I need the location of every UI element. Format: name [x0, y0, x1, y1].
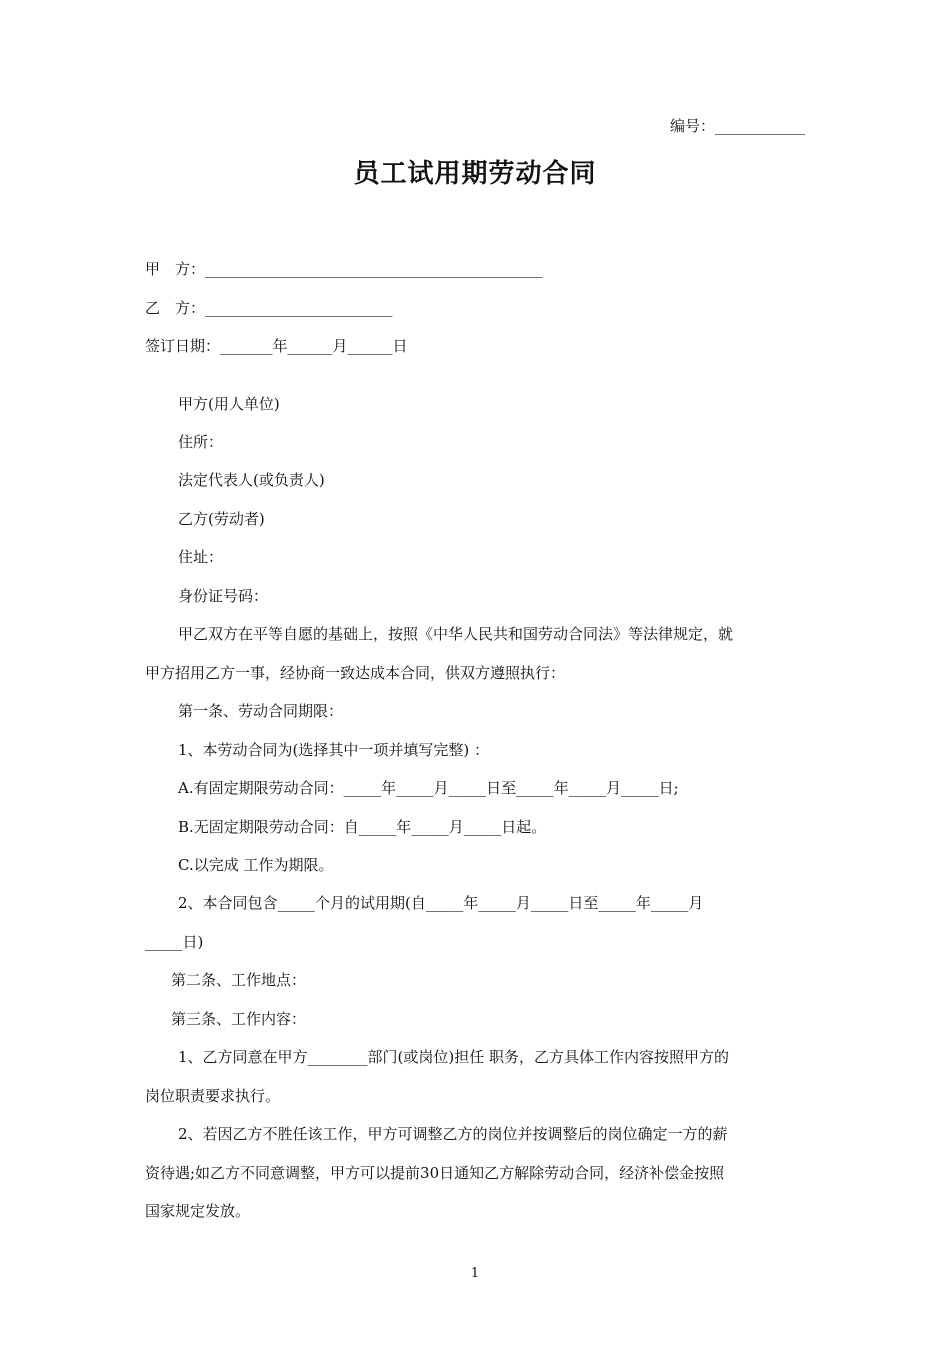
legal-rep-label: 法定代表人(或负责人): [178, 471, 325, 489]
preamble-line-1: 甲乙双方在平等自愿的基础上，按照《中华人民共和国劳动合同法》等法律规定，就: [178, 625, 734, 643]
party-a-line: 甲 方：_____________________________________________: [145, 260, 543, 278]
employee-label: 乙方(劳动者): [178, 510, 265, 528]
article-3-item-1-line-1: 1、乙方同意在甲方________部门(或岗位)担任 职务，乙方具体工作内容按照甲方的: [178, 1048, 730, 1066]
article-1-option-b: B.无固定期限劳动合同：自_____年_____月_____日起。: [178, 818, 547, 836]
residence-label: 住址：: [178, 548, 224, 566]
address-label: 住所：: [178, 433, 224, 451]
serial-number: [670, 116, 805, 136]
page-number: 1: [470, 1266, 480, 1281]
article-3-item-2-line-2: 资待遇;如乙方不同意调整，甲方可以提前30日通知乙方解除劳动合同，经济补偿金按照: [145, 1164, 725, 1182]
article-1-heading: 第一条、劳动合同期限：: [178, 702, 344, 720]
article-3-item-2-line-1: 2、若因乙方不胜任该工作，甲方可调整乙方的岗位并按调整后的岗位确定一方的薪: [178, 1125, 728, 1143]
document-title: 员工试用期劳动合同: [353, 159, 597, 189]
id-number-label: 身份证号码：: [178, 587, 269, 605]
article-1-item-2-line-2: _____日): [145, 933, 204, 951]
article-3-heading: 第三条、工作内容：: [171, 1010, 307, 1028]
party-b-line: 乙 方：_________________________: [145, 299, 393, 317]
article-1-item-1: 1、本劳动合同为(选择其中一项并填写完整) ：: [178, 741, 490, 759]
preamble-line-2: 甲方招用乙方一事，经协商一致达成本合同，供双方遵照执行：: [145, 664, 566, 682]
article-2-heading: 第二条、工作地点：: [171, 971, 307, 989]
article-1-item-2-line-1: 2、本合同包含_____个月的试用期(自_____年_____月_____日至_____年_____月: [178, 894, 704, 912]
article-3-item-2-line-3: 国家规定发放。: [145, 1202, 251, 1220]
sign-date-line: 签订日期：_______年______月______日: [145, 337, 408, 355]
serial-label: 编号：: [669, 117, 715, 135]
serial-blank: ____________: [715, 117, 805, 135]
article-3-item-1-line-2: 岗位职责要求执行。: [145, 1087, 281, 1105]
employer-label: 甲方(用人单位): [178, 395, 280, 413]
article-1-option-c: C.以完成 工作为期限。: [178, 856, 334, 874]
article-1-option-a: A.有固定期限劳动合同：_____年_____月_____日至_____年_____月_____日;: [178, 779, 679, 797]
